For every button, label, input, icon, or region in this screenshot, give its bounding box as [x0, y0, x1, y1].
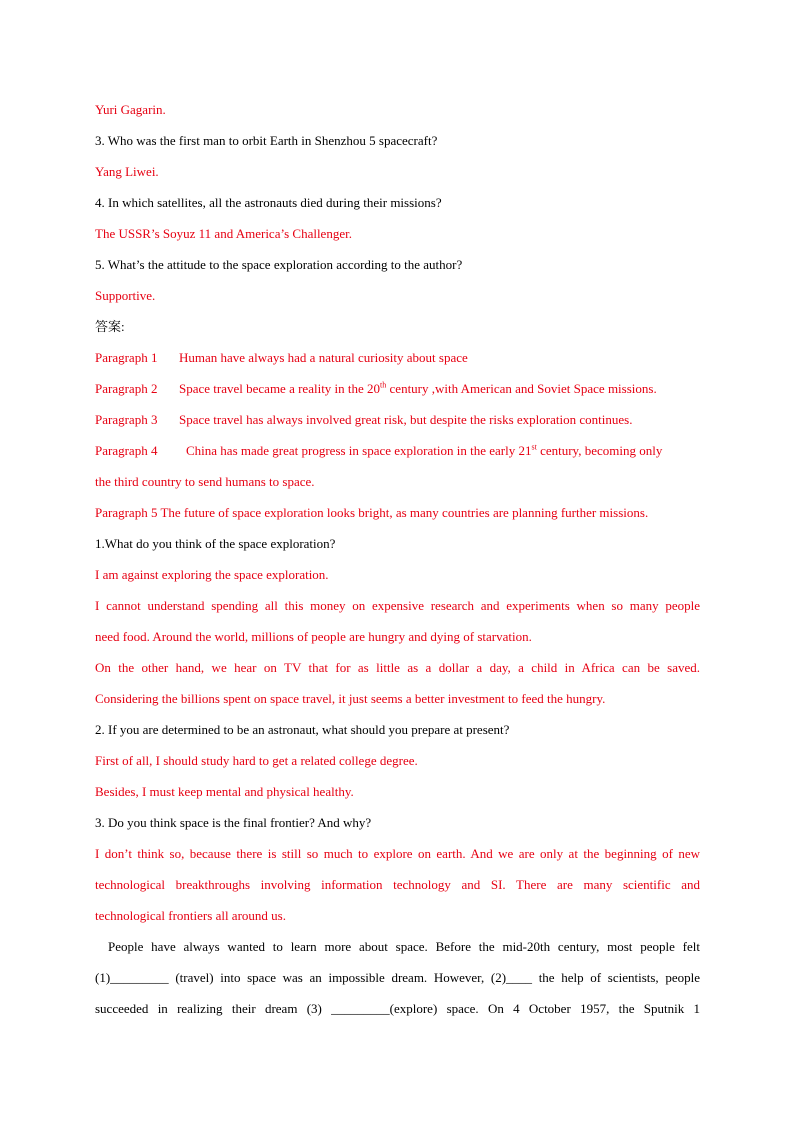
answer-line: Yang Liwei.	[95, 164, 159, 179]
superscript: th	[380, 380, 387, 390]
superscript: st	[531, 442, 537, 452]
paragraph-summary-2	[95, 373, 700, 404]
answer-line: First of all, I should study hard to get a related college degree.	[95, 753, 418, 768]
paragraph-summary-text: Human have always had a natural curiosity about space	[179, 350, 468, 365]
paragraph-label: Paragraph 4	[95, 443, 158, 458]
paragraph-summary-text: Space travel has always involved great risk, but despite the risks exploration continues.	[179, 412, 633, 427]
paragraph-summary-4	[95, 435, 700, 466]
question-line: 4. In which satellites, all the astronauts died during their missions?	[95, 195, 442, 210]
answer-line: The USSR’s Soyuz 11 and America’s Challenger.	[95, 226, 352, 241]
paragraph-summary-5: Paragraph 5 The future of space exploration looks bright, as many countries are planning further missions.	[95, 505, 649, 520]
discussion-question-1: 1.What do you think of the space exploration?	[95, 536, 336, 551]
answer-key-heading: 答案:	[95, 319, 125, 334]
paragraph-label: Paragraph 3	[95, 412, 158, 427]
answer-line: Besides, I must keep mental and physical healthy.	[95, 784, 354, 799]
answer-line: Yuri Gagarin.	[95, 102, 166, 117]
document-page	[95, 94, 700, 1024]
answer-line: On the other hand, we hear on TV that for as little as a dollar a day, a child in Africa can be saved.	[95, 660, 700, 675]
answer-line: I am against exploring the space exploration.	[95, 567, 329, 582]
paragraph-summary-4-cont: the third country to send humans to space.	[95, 474, 315, 489]
answer-line: Considering the billions spent on space travel, it just seems a better investment to feed the hungry.	[95, 691, 606, 706]
discussion-question-2: 2. If you are determined to be an astronaut, what should you prepare at present?	[95, 722, 510, 737]
paragraph-summary-text: century, becoming only	[536, 443, 663, 458]
answer-line: Supportive.	[95, 288, 156, 303]
answer-line: need food. Around the world, millions of people are hungry and dying of starvation.	[95, 629, 532, 644]
discussion-question-3: 3. Do you think space is the final frontier? And why?	[95, 815, 372, 830]
answer-line: I cannot understand spending all this money on expensive research and experiments when so many people	[95, 598, 700, 613]
paragraph-summary-1	[95, 342, 700, 373]
answer-line: I don’t think so, because there is still so much to explore on earth. And we are only at the beginning of new	[95, 846, 700, 861]
paragraph-label: Paragraph 1	[95, 350, 158, 365]
paragraph-label: Paragraph 2	[95, 381, 158, 396]
cloze-passage-line: People have always wanted to learn more about space. Before the mid-20th century, most people felt	[108, 939, 700, 954]
answer-line: technological frontiers all around us.	[95, 908, 286, 923]
question-line: 5. What’s the attitude to the space exploration according to the author?	[95, 257, 463, 272]
paragraph-summary-text: China has made great progress in space exploration in the early 21	[186, 443, 532, 458]
paragraph-summary-3	[95, 404, 700, 435]
cloze-passage-line: (1)_________ (travel) into space was an impossible dream. However, (2)____ the help of scientists, people	[95, 970, 700, 985]
answer-line: technological breakthroughs involving information technology and SI. There are many scientific and	[95, 877, 700, 892]
paragraph-summary-text: century ,with American and Soviet Space missions.	[386, 381, 657, 396]
question-line: 3. Who was the first man to orbit Earth in Shenzhou 5 spacecraft?	[95, 133, 438, 148]
paragraph-summary-text: Space travel became a reality in the 20	[179, 381, 381, 396]
cloze-passage-line: succeeded in realizing their dream (3) _________(explore) space. On 4 October 1957, the Sputnik 1	[95, 1001, 700, 1016]
